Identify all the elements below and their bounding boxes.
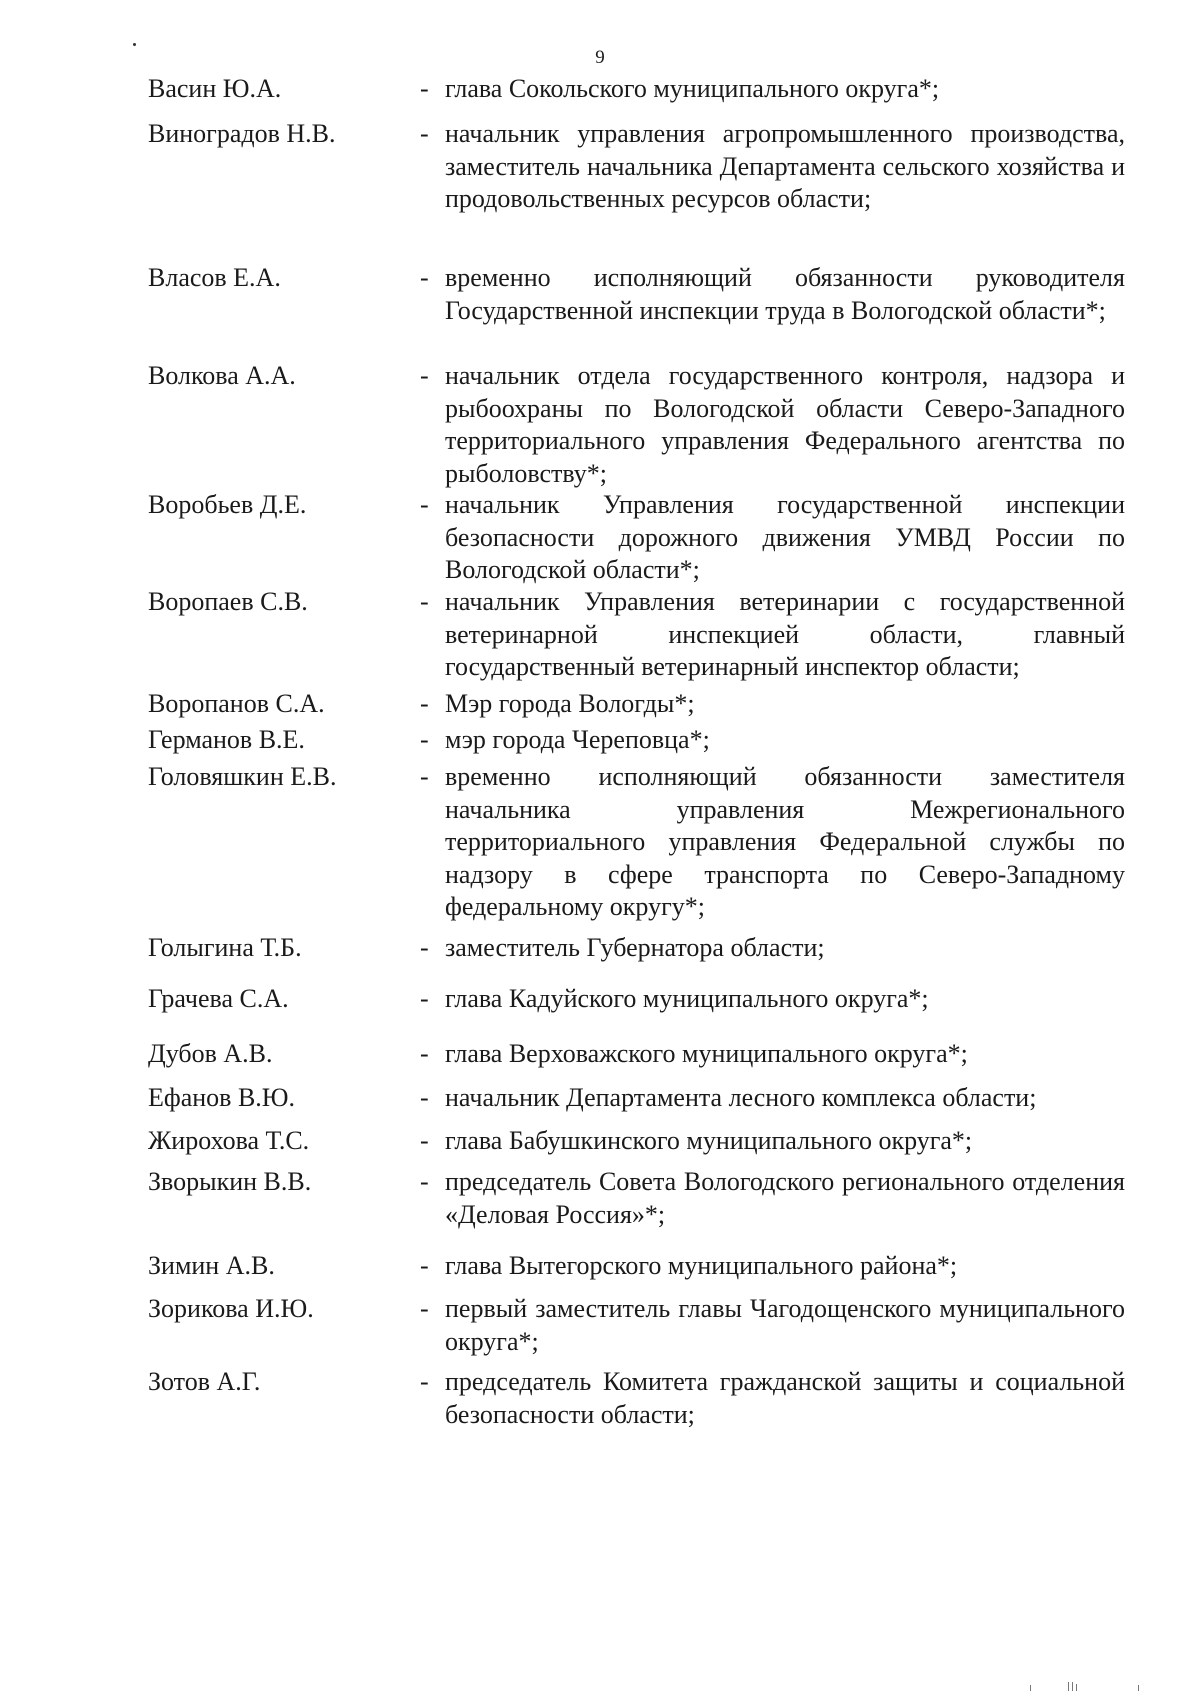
member-position: первый заместитель главы Чагодощенского муниципального округа*; (445, 1294, 1125, 1356)
member-position: председатель Совета Вологодского регионального отделения «Деловая Россия»*; (445, 1167, 1125, 1229)
entry-dash: - (420, 689, 429, 718)
member-name: Грачева С.А. (148, 984, 289, 1013)
member-name: Волкова А.А. (148, 361, 296, 390)
member-position: Мэр города Вологды*; (445, 689, 695, 718)
member-position: начальник управления агропромышленного производства, заместитель начальника Департамента сельского хозяйства и продовольственных ресурсов области; (445, 119, 1125, 213)
member-name: Воропаев С.В. (148, 587, 308, 616)
entry-dash: - (420, 1367, 429, 1396)
entry-dash: - (420, 587, 429, 616)
entry-dash: - (420, 1126, 429, 1155)
entry-dash: - (420, 1083, 429, 1112)
member-name: Зворыкин В.В. (148, 1167, 312, 1196)
member-position: заместитель Губернатора области; (445, 933, 825, 962)
member-name: Зорикова И.Ю. (148, 1294, 314, 1323)
member-name: Германов В.Е. (148, 725, 305, 754)
entry-dash: - (420, 1251, 429, 1280)
member-position: глава Кадуйского муниципального округа*; (445, 984, 929, 1013)
member-position: мэр города Череповца*; (445, 725, 710, 754)
member-name: Воропанов С.А. (148, 689, 325, 718)
member-position: председатель Комитета гражданской защиты и социальной безопасности области; (445, 1367, 1125, 1429)
entry-dash: - (420, 762, 429, 791)
member-position: временно исполняющий обязанности руководителя Государственной инспекции труда в Вологодской области*; (445, 263, 1125, 325)
member-position: начальник Управления ветеринарии с государственной ветеринарной инспекцией области, главный государственный ветеринарный инспектор области; (445, 587, 1125, 681)
page-number: 9 (595, 47, 605, 68)
member-name: Дубов А.В. (148, 1039, 273, 1068)
entry-dash: - (420, 74, 429, 103)
member-position: глава Вытегорского муниципального района*; (445, 1251, 958, 1280)
member-name: Головяшкин Е.В. (148, 762, 337, 791)
member-name: Виноградов Н.В. (148, 119, 336, 148)
member-name: Васин Ю.А. (148, 74, 282, 103)
member-name: Зимин А.В. (148, 1251, 275, 1280)
member-name: Воробьев Д.Е. (148, 490, 307, 519)
member-position: начальник отдела государственного контроля, надзора и рыбоохраны по Вологодской области Северо-Западного территориального управления Федерального агентства по рыболовству*; (445, 361, 1125, 488)
entry-dash: - (420, 1294, 429, 1323)
member-position: глава Верховажского муниципального округа*; (445, 1039, 968, 1068)
entry-dash: - (420, 933, 429, 962)
member-name: Зотов А.Г. (148, 1367, 261, 1396)
entry-dash: - (420, 1167, 429, 1196)
member-position: начальник Департамента лесного комплекса области; (445, 1083, 1037, 1112)
entry-dash: - (420, 119, 429, 148)
member-name: Жирохова Т.С. (148, 1126, 310, 1155)
member-position: начальник Управления государственной инспекции безопасности дорожного движения УМВД России по Вологодской области*; (445, 490, 1125, 584)
member-name: Власов Е.А. (148, 263, 281, 292)
scan-edge-marks (1020, 1681, 1170, 1691)
entry-dash: - (420, 263, 429, 292)
entry-dash: - (420, 361, 429, 390)
member-name: Голыгина Т.Б. (148, 933, 302, 962)
member-name: Ефанов В.Ю. (148, 1083, 296, 1112)
member-position: глава Сокольского муниципального округа*; (445, 74, 940, 103)
member-position: временно исполняющий обязанности заместителя начальника управления Межрегионального территориального управления Федеральной службы по надзору в сфере транспорта по Северо-Западному федеральному округу*; (445, 762, 1125, 921)
member-position: глава Бабушкинского муниципального округа*; (445, 1126, 973, 1155)
entry-dash: - (420, 725, 429, 754)
entry-dash: - (420, 984, 429, 1013)
entry-dash: - (420, 1039, 429, 1068)
entry-dash: - (420, 490, 429, 519)
